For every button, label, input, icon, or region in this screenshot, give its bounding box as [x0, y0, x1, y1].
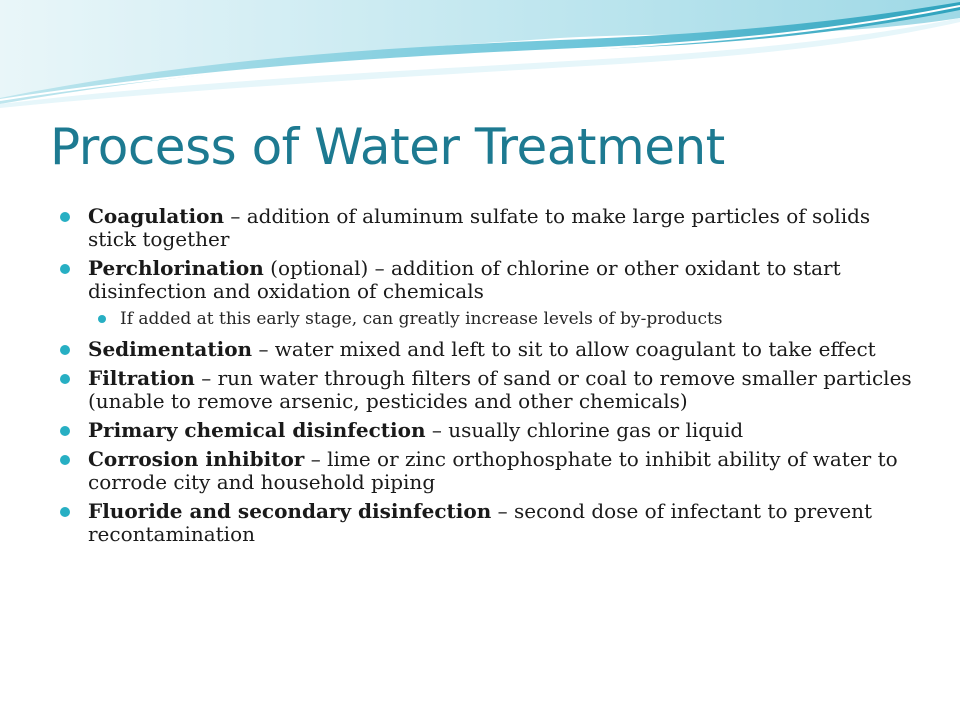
bullet-dot-icon [60, 426, 70, 436]
bullet-item-primary-disinfection [60, 419, 920, 442]
bullet-item-perchlorination [60, 257, 920, 303]
bullet-text: (optional) – addition of chlorine or other oxidant to start disinfection and oxidation of chemicals [88, 256, 841, 303]
bullet-term: Coagulation [88, 204, 225, 228]
bullet-term: Corrosion inhibitor [88, 447, 305, 471]
bullet-list [60, 205, 920, 552]
bullet-item-fluoride [60, 500, 920, 546]
bullet-term: Primary chemical disinfection [88, 418, 426, 442]
bullet-dot-icon [60, 264, 70, 274]
bullet-dot-icon [60, 374, 70, 384]
bullet-term: Perchlorination [88, 256, 264, 280]
bullet-term: Filtration [88, 366, 195, 390]
bullet-term: Fluoride and secondary disinfection [88, 499, 492, 523]
sub-bullet-item-early-stage [98, 309, 920, 330]
bullet-text: – lime or zinc orthophosphate to inhibit ability of water to corrode city and household piping [88, 447, 898, 494]
bullet-dot-icon [98, 315, 106, 323]
slide-title: Process of Water Treatment [50, 118, 725, 176]
bullet-text: – usually chlorine gas or liquid [425, 418, 744, 442]
bullet-item-filtration [60, 367, 920, 413]
bullet-text: – run water through filters of sand or coal to remove smaller particles (unable to remove arsenic, pesticides and other chemicals) [88, 366, 912, 413]
bullet-item-sedimentation [60, 338, 920, 361]
bullet-term: Sedimentation [88, 337, 253, 361]
bullet-text: – second dose of infectant to prevent recontamination [88, 499, 873, 546]
bullet-dot-icon [60, 507, 70, 517]
header-wave-decoration [0, 0, 960, 110]
bullet-item-corrosion-inhibitor [60, 448, 920, 494]
bullet-text: If added at this early stage, can greatly increase levels of by-products [120, 309, 723, 329]
bullet-item-coagulation [60, 205, 920, 251]
bullet-dot-icon [60, 212, 70, 222]
bullet-dot-icon [60, 345, 70, 355]
bullet-text: – water mixed and left to sit to allow coagulant to take effect [252, 337, 876, 361]
bullet-dot-icon [60, 455, 70, 465]
bullet-text: – addition of aluminum sulfate to make large particles of solids stick together [88, 204, 871, 251]
